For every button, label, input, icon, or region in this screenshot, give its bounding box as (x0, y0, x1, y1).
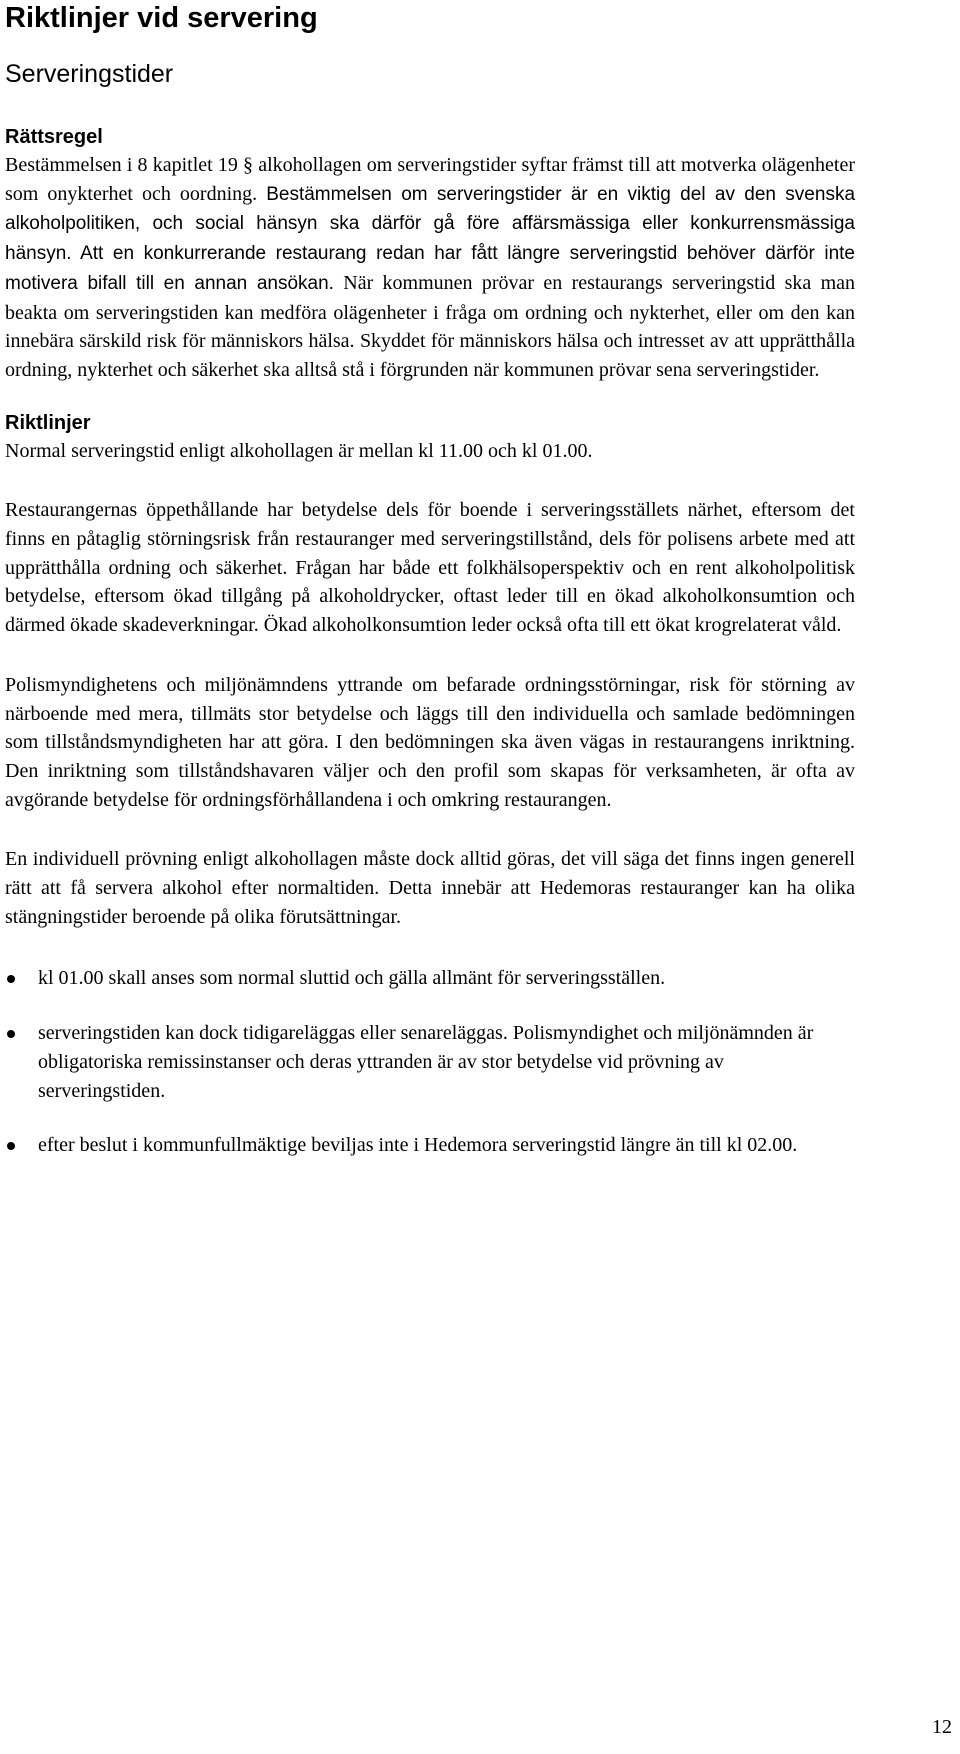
list-item-text: serveringstiden kan dock tidigareläggas eller senareläggas. Polismyndighet och miljönämnden är obligatoriska remissinstanser och deras yttranden är av stor betydelse vid prövning av serveringstiden. (38, 1022, 814, 1102)
rattsregel-heading: Rättsregel (5, 126, 103, 148)
page-number: 12 (932, 1716, 952, 1738)
list-item-text: kl 01.00 skall anses som normal sluttid och gälla allmänt för serveringsställen. (38, 967, 666, 990)
rattsregel-segment-1: Bestämmelsen i 8 kapitlet 19 § alkohollagen om serveringstider syftar främst till att motverka olägenheter som onykterhet och oordning. (5, 154, 855, 205)
section-subtitle: Serveringstider (5, 60, 174, 88)
list-item (5, 1131, 855, 1160)
rattsregel-segment-3: När kommunen prövar en restaurangs serveringstid ska man beakta om serveringstiden kan medföra olägenheter i fråga om ordning och nykterhet, eller om den kan innebära särskild risk för människors hälsa. (5, 271, 856, 353)
riktlinjer-heading: Riktlinjer (5, 411, 91, 434)
list-item (5, 964, 855, 993)
list-item (5, 1019, 855, 1105)
bullet-icon (7, 1030, 15, 1038)
riktlinjer-intro: Normal serveringstid enligt alkohollagen är mellan kl 11.00 och kl 01.00. (5, 439, 593, 462)
riktlinjer-bullet-list (5, 964, 855, 1160)
rattsregel-segment-4: Skyddet för människors hälsa och intresset av att upprätthålla ordning, nykterhet och säkerhet ska alltså stå i förgrunden när kommunen prövar sena serveringstider. (5, 330, 856, 381)
riktlinjer-paragraph-3: En individuell prövning enligt alkohollagen måste dock alltid göras, det vill säga det finns ingen generell rätt att få servera alkohol efter normaltiden. Detta innebär att Hedemoras restauranger kan ha olika stängningstider beroende på olika förutsättningar. (5, 848, 855, 928)
rattsregel-segment-2: Bestämmelsen om serveringstider är en viktig del av den svenska alkoholpolitiken, och social hänsyn ska därför gå före affärsmässiga eller konkurrensmässiga hänsyn. Att en konkurrerande restaurang redan har fått längre serveringstid behöver därför inte motivera bifall till en annan ansökan. (5, 183, 856, 294)
list-item-text: efter beslut i kommunfullmäktige beviljas inte i Hedemora serveringstid längre än till kl 02.00. (38, 1134, 798, 1157)
riktlinjer-paragraph-2: Polismyndighetens och miljönämndens yttrande om befarade ordningsstörningar, risk för störning av närboende med mera, tillmäts stor betydelse och läggs till den individuella och samlade bedömningen som tillståndsmyndigheten har att göra. I den bedömningen ska även vägas in restaurangens inriktning. Den inriktning som tillståndshavaren väljer och den profil som skapas för verksamheten, är ofta av avgörande betydelse för ordningsförhållandena i och omkring restaurangen. (5, 673, 855, 811)
page-title: Riktlinjer vid servering (5, 2, 318, 34)
riktlinjer-paragraph-1: Restaurangernas öppethållande har betydelse dels för boende i serveringsställets närhet, eftersom det finns en påtaglig störningsrisk från restauranger med serveringstillstånd, dels för polisens arbete med att upprätthålla ordning och säkerhet. Frågan har både ett folkhälsoperspektiv och en rent alkoholpolitisk betydelse, eftersom ökad tillgång på alkoholdrycker, oftast leder till en ökad alkoholkonsumtion och därmed ökade skadeverkningar. Ökad alkoholkonsumtion leder också ofta till ett ökat krogrelaterat våld. (5, 499, 855, 637)
bullet-icon (7, 1142, 15, 1150)
rattsregel-paragraph (5, 151, 855, 385)
bullet-icon (7, 975, 15, 983)
